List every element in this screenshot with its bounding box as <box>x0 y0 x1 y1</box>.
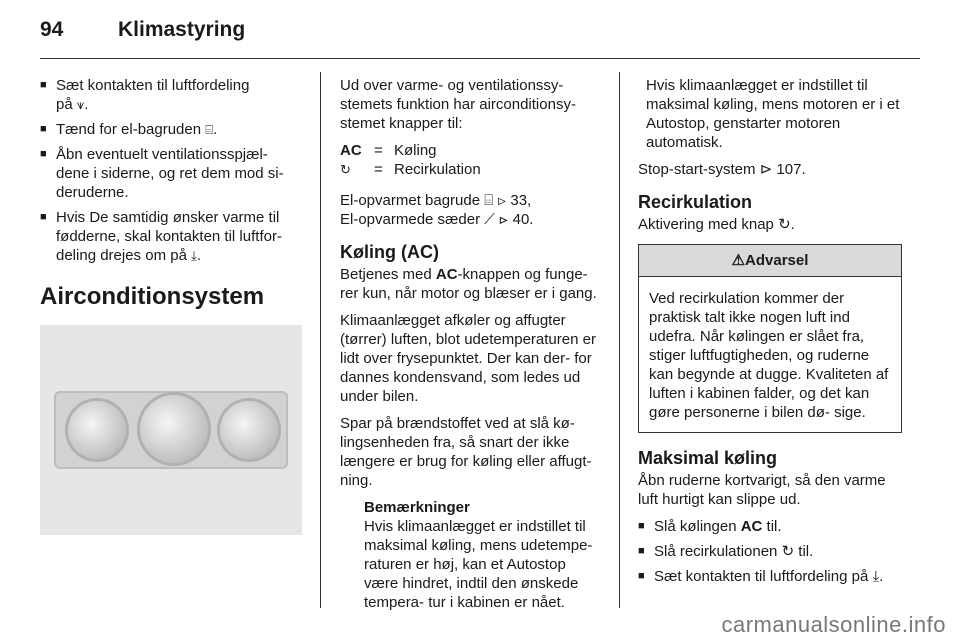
temperature-knob <box>68 401 126 459</box>
list-item: ■ Sæt kontakten til luftfordeling på ⩛. <box>40 76 302 114</box>
page-number: 94 <box>40 18 64 41</box>
column-divider-2 <box>619 72 620 608</box>
list-item: ■ Sæt kontakten til luftfordeling på ⤓. <box>638 567 902 586</box>
list-item: ■ Slå kølingen AC til. <box>638 517 902 536</box>
intro-text: Ud over varme- og ventilationssy- stemets funktion har airconditionsy- stemet knapper til: <box>340 77 576 132</box>
reference-text: El-opvarmet bagrude ⌸ ⊳ 33, El-opvarmede sæder ⟋ ⊳ 40. <box>340 192 534 228</box>
warning-box <box>638 244 902 433</box>
section-heading: Køling (AC) <box>340 242 439 262</box>
paragraph: Åbn ruderne kortvarigt, så den varme luft hurtigt kan slippe ud. <box>638 472 886 508</box>
column-3 <box>638 76 902 592</box>
chapter-title: Klimastyring <box>118 18 246 41</box>
note-body: Hvis klimaanlægget er indstillet til maksimal køling, mens udetempe- raturen er høj, kan et Autostop være hindret, indtil den ønskede tempera- tur i kabinen er nået. <box>364 518 593 611</box>
paragraph: Aktivering med knap ↻. <box>638 216 795 233</box>
column-2 <box>340 76 604 612</box>
footwell-air-icon: ⤓ <box>191 248 197 263</box>
air-distribution-knob <box>220 401 278 459</box>
watermark: carmanualsonline.info <box>721 612 946 637</box>
list-item: ■ Tænd for el-bagruden ⌸. <box>40 120 302 139</box>
fan-knob <box>140 395 208 463</box>
column-1 <box>40 76 302 535</box>
note-title: Bemærkninger <box>364 499 470 516</box>
list-item: ■ Slå recirkulationen ↻ til. <box>638 542 902 561</box>
ac-label: AC <box>340 142 362 159</box>
recirculation-icon: ↻ <box>340 162 351 177</box>
note-block <box>340 498 604 612</box>
warning-body: Ved recirkulation kommer der praktisk talt ikke nogen luft ind udefra. Når kølingen er slået fra, stiger luftfugtigheden, og ruderne kan begynde at dugge. Kvaliteten af luften i kabinen falder, og det kan gøre personerne i bilen dø- sige. <box>649 290 889 421</box>
section-heading: Airconditionsystem <box>40 283 265 310</box>
list-item: ■ Åbn eventuelt ventilationsspjæl- dene i siderne, og ret dem mod si- deruderne. <box>40 145 302 202</box>
note-continuation: Hvis klimaanlægget er indstillet til maksimal køling, mens motoren er i et Autostop, genstarter motoren automatisk. <box>646 77 900 151</box>
section-heading: Maksimal køling <box>638 448 778 468</box>
warning-title: ⚠Advarsel <box>639 245 901 277</box>
paragraph: Spar på brændstoffet ved at slå kø- lingsenheden fra, så snart der ikke længere er brug for køling eller affugt- ning. <box>340 415 592 489</box>
paragraph: Betjenes med AC-knappen og funge- rer kun, når motor og blæser er i gang. <box>340 266 597 302</box>
reference-text: Stop-start-system ⊳ 107. <box>638 161 806 178</box>
windscreen-air-icon: ⩛ <box>76 97 85 112</box>
header-divider <box>40 58 920 59</box>
climate-control-photo <box>40 325 302 535</box>
button-legend: AC = Køling ↻ = Recirkulation <box>340 142 481 178</box>
page-header <box>40 18 920 58</box>
column-divider-1 <box>320 72 321 608</box>
rear-window-heater-icon: ⌸ <box>205 122 214 137</box>
section-heading: Recirkulation <box>638 192 753 212</box>
paragraph: Klimaanlægget afkøler og affugter (tørrer) luften, blot udetemperaturen er lidt over frysepunktet. Der kan der- for dannes kondensvand, som ledes ud under bilen. <box>340 312 596 405</box>
control-panel <box>54 391 288 469</box>
list-item: ■ Hvis De samtidig ønsker varme til fødderne, skal kontakten til luftfor- deling drejes om på ⤓. <box>40 208 302 265</box>
